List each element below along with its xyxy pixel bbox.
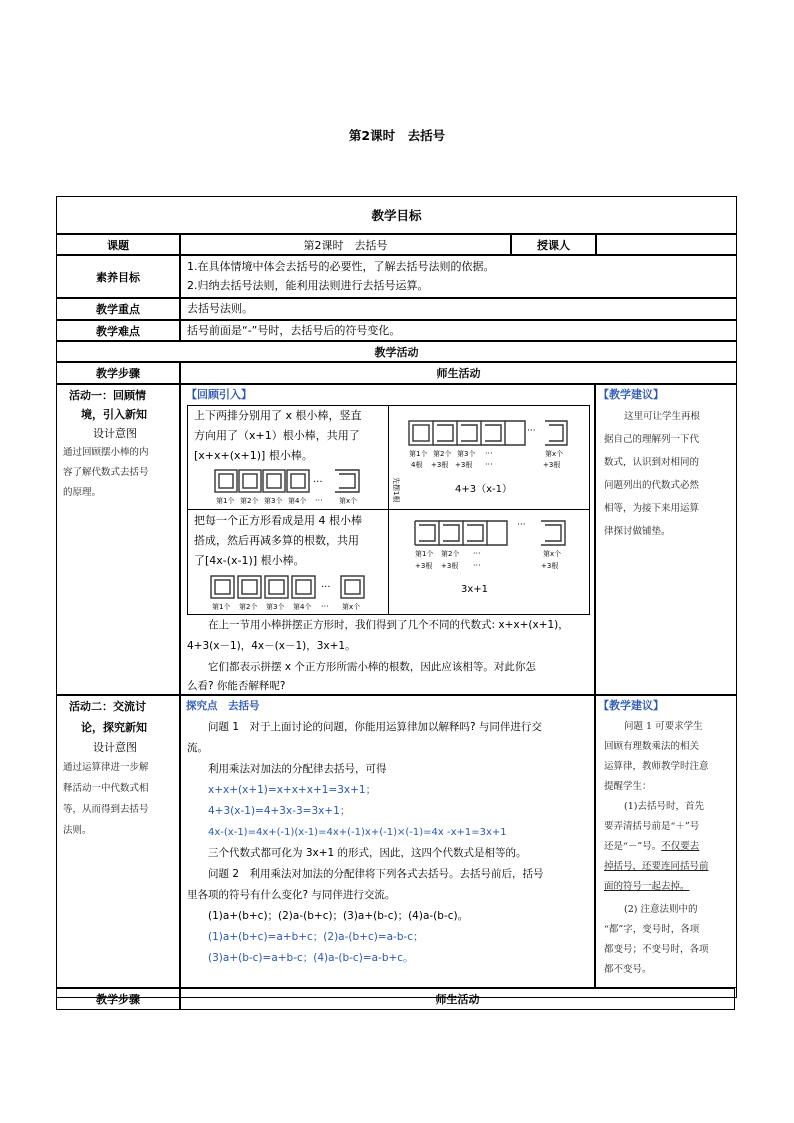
activity1-advice-header: 【教学建议】: [598, 388, 664, 401]
figure-b-count-3: +3根: [455, 461, 473, 469]
activity2-design-label: 设计意图: [93, 741, 137, 754]
activity2-advice-11: “都”字，变号时，各项: [604, 924, 700, 935]
activity2-note-4: 法则。: [63, 825, 92, 836]
activity1-advice-6: 律探讨做铺垫。: [604, 526, 671, 537]
figure-a-dots-2: ···: [315, 496, 323, 505]
activity2-q1-line1: 问题 1 对于上面讨论的问题，你能用运算律加以解释吗? 与同伴进行交: [208, 721, 542, 733]
activity2-header: 探究点 去括号: [186, 700, 260, 712]
activity1-note-2: 容了解代数式去括号: [63, 467, 149, 478]
activity1-advice-4: 问题列出的代数式必然: [604, 480, 700, 491]
activity2-advice: [595, 695, 737, 988]
figure-a2-sticks: [207, 573, 382, 613]
activity2-note-1: 通过运算律进一步解: [63, 762, 149, 773]
activity1-advice-5: 相等，为接下来用运算: [604, 503, 700, 514]
figure-a-label-1: 第1个: [216, 497, 235, 505]
figure-c-count-2: +3根: [441, 562, 459, 570]
activity2-q2-line1: 问题 2 利用乘法对加法的分配律将下列各式去括号。去括号前后，括号: [208, 868, 544, 880]
activity2-advice-10: (2) 注意法则中的: [624, 904, 698, 915]
activity2-advice-1: 问题 1 可要求学生: [624, 721, 703, 732]
figure-a-dots: ···: [313, 477, 323, 488]
activity2-conclusion: 三个代数式都可化为 3x+1 的形式，因此，这四个代数式是相等的。: [208, 847, 527, 859]
footer-activity-header: 师生活动: [180, 988, 735, 1010]
activity1-advice: [595, 384, 737, 695]
figure-a-sticks: [211, 467, 386, 507]
activity2-advice-13: 都不变号。: [604, 964, 652, 975]
activity2-advice-7b: 不仅要去: [661, 841, 700, 852]
activity2-advice-8: 掉括号，还要连同括号前: [604, 861, 709, 872]
activity2-answers-1: (1)a+(b+c)=a+b+c；(2)a-(b+c)=a-b-c；: [208, 931, 424, 943]
figure-a2-label-4: 第4个: [293, 603, 312, 611]
figure-a2-label-x: 第x个: [342, 603, 361, 611]
activity2-advice-4: 提醒学生：: [604, 781, 652, 792]
figure-b-count-x: +3根: [543, 461, 561, 469]
section-activities-header: 教学活动: [56, 341, 737, 362]
figure-b-expression: 4+3（x-1）: [455, 484, 512, 495]
figure-c-dots: ···: [517, 520, 526, 530]
figure-b-dots-3: ···: [485, 460, 493, 469]
activity1-design-label: 设计意图: [93, 427, 137, 440]
figure-b-count-1: 4根: [411, 461, 423, 469]
box2-line-1: 把每一个正方形看成是用 4 根小棒: [194, 514, 362, 527]
activity1-para1-line2: 4+3(x－1)，4x－(x－1)，3x+1。: [187, 640, 356, 652]
key-label: 教学重点: [56, 298, 180, 320]
activity2-advice-3: 运算律，教师教学时注意: [604, 761, 709, 772]
activity2-eq2: 4+3(x-1)=4+3x-3=3x+1；: [208, 805, 351, 817]
key-value-cell: [180, 298, 737, 320]
figure-a-label-x: 第x个: [339, 497, 358, 505]
activity2-advice-7a: 还是“－”号。: [604, 841, 662, 852]
figure-b-label-3: 第3个: [457, 450, 476, 458]
activity1-advice-3: 数式，认识到对相同的: [604, 457, 700, 468]
activity2-q1-line2: 流。: [187, 742, 208, 754]
topic-value: 第2课时 去括号: [180, 234, 511, 255]
figure-b-dots: ···: [527, 426, 536, 436]
teacher-value: [596, 234, 737, 255]
activity1-note-1: 通过回顾摆小棒的内: [63, 447, 149, 458]
figure-a2-dots-2: ···: [321, 602, 329, 611]
figure-c-side-label: 先摆1根: [392, 477, 400, 503]
section-goals-header: 教学目标: [56, 196, 737, 234]
activity1-main: [180, 384, 595, 695]
figure-a2-dots: ···: [321, 582, 331, 593]
activity2-title-1: 活动二：交流讨: [69, 700, 146, 713]
figure-hdivider: [187, 509, 590, 510]
activity2-advice-12: 都变号；不变号时，各项: [604, 944, 709, 955]
literacy-goal-2: 2.归纳去括号法则，能利用法则进行去括号运算。: [187, 279, 429, 292]
figure-a-label-4: 第4个: [288, 497, 307, 505]
activity2-advice-7: [604, 837, 699, 857]
teacher-label: 授课人: [511, 234, 596, 255]
activity2-distribution: 利用乘法对加法的分配律去括号，可得: [208, 763, 387, 775]
box1-line-1: 上下两排分别用了 x 根小棒，竖直: [194, 409, 362, 422]
figure-c-expression: 3x+1: [461, 584, 489, 595]
figure-a2-label-1: 第1个: [212, 603, 231, 611]
literacy-label: 素养目标: [56, 255, 180, 298]
figure-b-label-2: 第2个: [433, 450, 452, 458]
activity1-title-1: 活动一：回顾情: [69, 389, 146, 402]
figure-c-label-2: 第2个: [441, 550, 460, 558]
activity2-left: [56, 695, 180, 988]
box2-line-2: 搭成，然后再减多算的根数，共用: [194, 534, 359, 547]
activity1-para1-line1: 在上一节用小棒拼摆正方形时，我们得到了几个不同的代数式: x+x+(x+1)，: [208, 619, 569, 631]
teacher-student-header: 师生活动: [180, 362, 737, 384]
activity2-advice-6: 要弄清括号前是“＋”号: [604, 821, 700, 832]
difficult-label: 教学难点: [56, 320, 180, 341]
figure-b-count-2: +3根: [431, 461, 449, 469]
topic-label: 课题: [56, 234, 180, 255]
literacy-value: [180, 255, 737, 298]
steps-header: 教学步骤: [56, 362, 180, 384]
activity2-q2-line2: 里各项的符号有什么变化? 与同伴进行交流。: [187, 889, 396, 901]
activity1-advice-2: 据自己的理解列一下代: [604, 434, 700, 445]
figure-b-label-x: 第x个: [545, 450, 564, 458]
box1-line-3: [x+x+(x+1)] 根小棒。: [194, 449, 313, 462]
activity2-eq1: x+x+(x+1)=x+x+x+1=3x+1；: [208, 784, 377, 796]
activity1-header: 【回顾引入】: [186, 388, 252, 401]
activity2-q2-exercises: (1)a+(b+c)；(2)a-(b+c)；(3)a+(b-c)；(4)a-(b-c)。: [208, 910, 469, 922]
figure-c-dots-3: ···: [473, 561, 481, 570]
activity2-note-3: 等，从而得到去括号: [63, 804, 149, 815]
activity2-main: [180, 695, 595, 988]
figure-c-dots-2: ···: [473, 549, 481, 558]
key-value: 去括号法则。: [187, 302, 253, 315]
figure-c-count-1: +3根: [415, 562, 433, 570]
difficult-value: 括号前面是“-”号时，去括号后的符号变化。: [187, 324, 401, 337]
figure-vdivider: [388, 405, 389, 615]
literacy-goal-1: 1.在具体情境中体会去括号的必要性，了解去括号法则的依据。: [187, 260, 495, 273]
figure-b-dots-2: ···: [485, 449, 493, 458]
activity2-advice-5: (1)去括号时，首先: [624, 801, 704, 812]
figure-c-label-x: 第x个: [543, 550, 562, 558]
difficult-value-cell: [180, 320, 737, 341]
activity2-advice-header: 【教学建议】: [598, 699, 664, 712]
figure-c-label-1: 第1个: [415, 550, 434, 558]
figure-c-count-x: +3根: [541, 562, 559, 570]
activity1-note-3: 的原理。: [63, 487, 102, 498]
activity1-left: [56, 384, 180, 695]
figure-a2-label-3: 第3个: [266, 603, 285, 611]
activity1-advice-1: 这里可让学生再根: [624, 411, 701, 422]
activity2-note-2: 释活动一中代数式相: [63, 783, 149, 794]
figure-a-label-2: 第2个: [240, 497, 259, 505]
activity1-title-2: 境，引入新知: [81, 408, 147, 421]
figure-b-sticks: [405, 415, 585, 505]
box1-line-2: 方向用了（x+1）根小棒，共用了: [194, 429, 360, 442]
figure-a2-label-2: 第2个: [239, 603, 258, 611]
activity1-para2-line1: 它们都表示拼摆 x 个正方形所需小棒的根数，因此应该相等。对此你怎: [208, 661, 536, 673]
activity2-advice-9: 面的符号一起去掉。: [604, 881, 690, 892]
activity2-eq3: 4x-(x-1)=4x+(-1)(x-1)=4x+(-1)x+(-1)×(-1)=4x -x+1=3x+1: [208, 827, 507, 838]
activity2-answers-2: (3)a+(b-c)=a+b-c；(4)a-(b-c)=a-b+c。: [208, 952, 414, 964]
activity2-title-2: 论，探究新知: [81, 721, 147, 734]
page-title: 第2课时 去括号: [348, 128, 446, 143]
box2-line-3: 了[4x-(x-1)] 根小棒。: [194, 554, 305, 567]
activity1-para2-line2: 么看? 你能否解释呢?: [187, 680, 286, 692]
figure-a-label-3: 第3个: [264, 497, 283, 505]
footer-steps-header: 教学步骤: [56, 988, 180, 1010]
activity2-advice-2: 回顾有理数乘法的相关: [604, 741, 700, 752]
figure-b-label-1: 第1个: [409, 450, 428, 458]
